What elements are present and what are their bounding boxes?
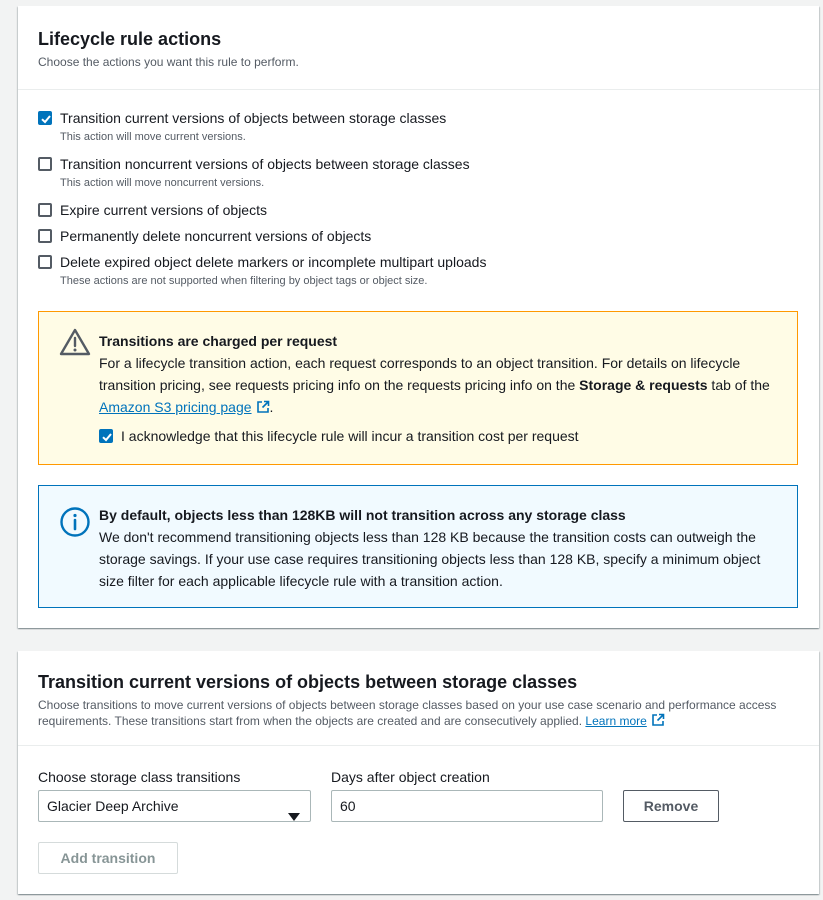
pricing-page-link[interactable]: Amazon S3 pricing page: [99, 399, 252, 415]
warning-text: [99, 352, 781, 420]
warning-text-part: .: [269, 399, 274, 415]
external-link-icon[interactable]: [651, 713, 665, 731]
small-object-info: [38, 485, 798, 608]
remove-button[interactable]: Remove: [623, 790, 719, 822]
option-delete-markers[interactable]: [38, 253, 486, 288]
panel-header: [18, 651, 819, 746]
warning-title: Transitions are charged per request: [99, 333, 338, 349]
checkbox-delete-noncurrent[interactable]: [38, 229, 52, 243]
checkbox-transition-current[interactable]: [38, 111, 52, 125]
description-text: Choose transitions to move current versions of objects between storage classes based on your use case scenario and performance access requirements. These transitions start from when the objects are created and are consecutively applied.: [38, 698, 777, 728]
lifecycle-rule-actions-panel: [18, 6, 819, 628]
external-link-icon[interactable]: [256, 398, 270, 420]
option-description: These actions are not supported when filtering by object tags or object size.: [60, 275, 428, 287]
checkbox-delete-markers[interactable]: [38, 255, 52, 269]
acknowledge-checkbox[interactable]: [99, 429, 113, 443]
storage-class-value: Glacier Deep Archive: [47, 798, 179, 814]
panel-title: Transition current versions of objects between storage classes: [38, 672, 578, 692]
panel-description: Choose the actions you want this rule to perform.: [38, 55, 299, 69]
option-description: This action will move noncurrent versions.: [60, 177, 265, 189]
panel-header: [18, 6, 819, 90]
transition-current-versions-panel: [18, 651, 819, 894]
info-text: We don't recommend transitioning objects less than 128 KB because the transition costs can outweigh the storage savings. If your use case requires transitioning objects less than 128 KB, specify a minimum object size filter for each applicable lifecycle rule with a transition action.: [99, 529, 761, 589]
add-transition-button[interactable]: Add transition: [38, 842, 178, 874]
option-delete-noncurrent[interactable]: [38, 227, 371, 245]
warning-text-part: For a lifecycle transition action, each request corresponds to an object transition. For details on lifecycle transition pricing, see requests pricing info on the requests pricing info on the: [99, 355, 741, 393]
option-label: Transition noncurrent versions of objects between storage classes: [60, 156, 470, 172]
option-label: Expire current versions of objects: [60, 202, 267, 218]
days-input[interactable]: 60: [331, 790, 603, 822]
option-transition-current[interactable]: [38, 109, 446, 144]
acknowledge-row[interactable]: [99, 427, 781, 445]
transition-cost-warning: [38, 311, 798, 465]
learn-more-link[interactable]: Learn more: [585, 714, 647, 728]
warning-icon: [59, 328, 91, 359]
option-transition-noncurrent[interactable]: [38, 155, 470, 190]
warning-text-part: tab of the: [707, 377, 770, 393]
storage-class-label: Choose storage class transitions: [38, 769, 241, 785]
checkbox-expire-current[interactable]: [38, 203, 52, 217]
info-title: By default, objects less than 128KB will not transition across any storage class: [99, 507, 626, 523]
option-label: Permanently delete noncurrent versions of objects: [60, 228, 372, 244]
option-description: This action will move current versions.: [60, 131, 246, 143]
option-label: Delete expired object delete markers or incomplete multipart uploads: [60, 254, 487, 270]
option-expire-current[interactable]: [38, 201, 267, 219]
days-label: Days after object creation: [331, 769, 490, 785]
panel-description: [38, 697, 799, 731]
checkbox-transition-noncurrent[interactable]: [38, 157, 52, 171]
storage-class-select[interactable]: [38, 790, 311, 822]
panel-title: Lifecycle rule actions: [38, 29, 222, 49]
warning-text-bold: Storage & requests: [579, 377, 708, 393]
info-icon: [59, 506, 91, 541]
caret-down-icon: [288, 802, 300, 832]
acknowledge-label: I acknowledge that this lifecycle rule will incur a transition cost per request: [121, 428, 579, 444]
option-label: Transition current versions of objects between storage classes: [60, 110, 447, 126]
